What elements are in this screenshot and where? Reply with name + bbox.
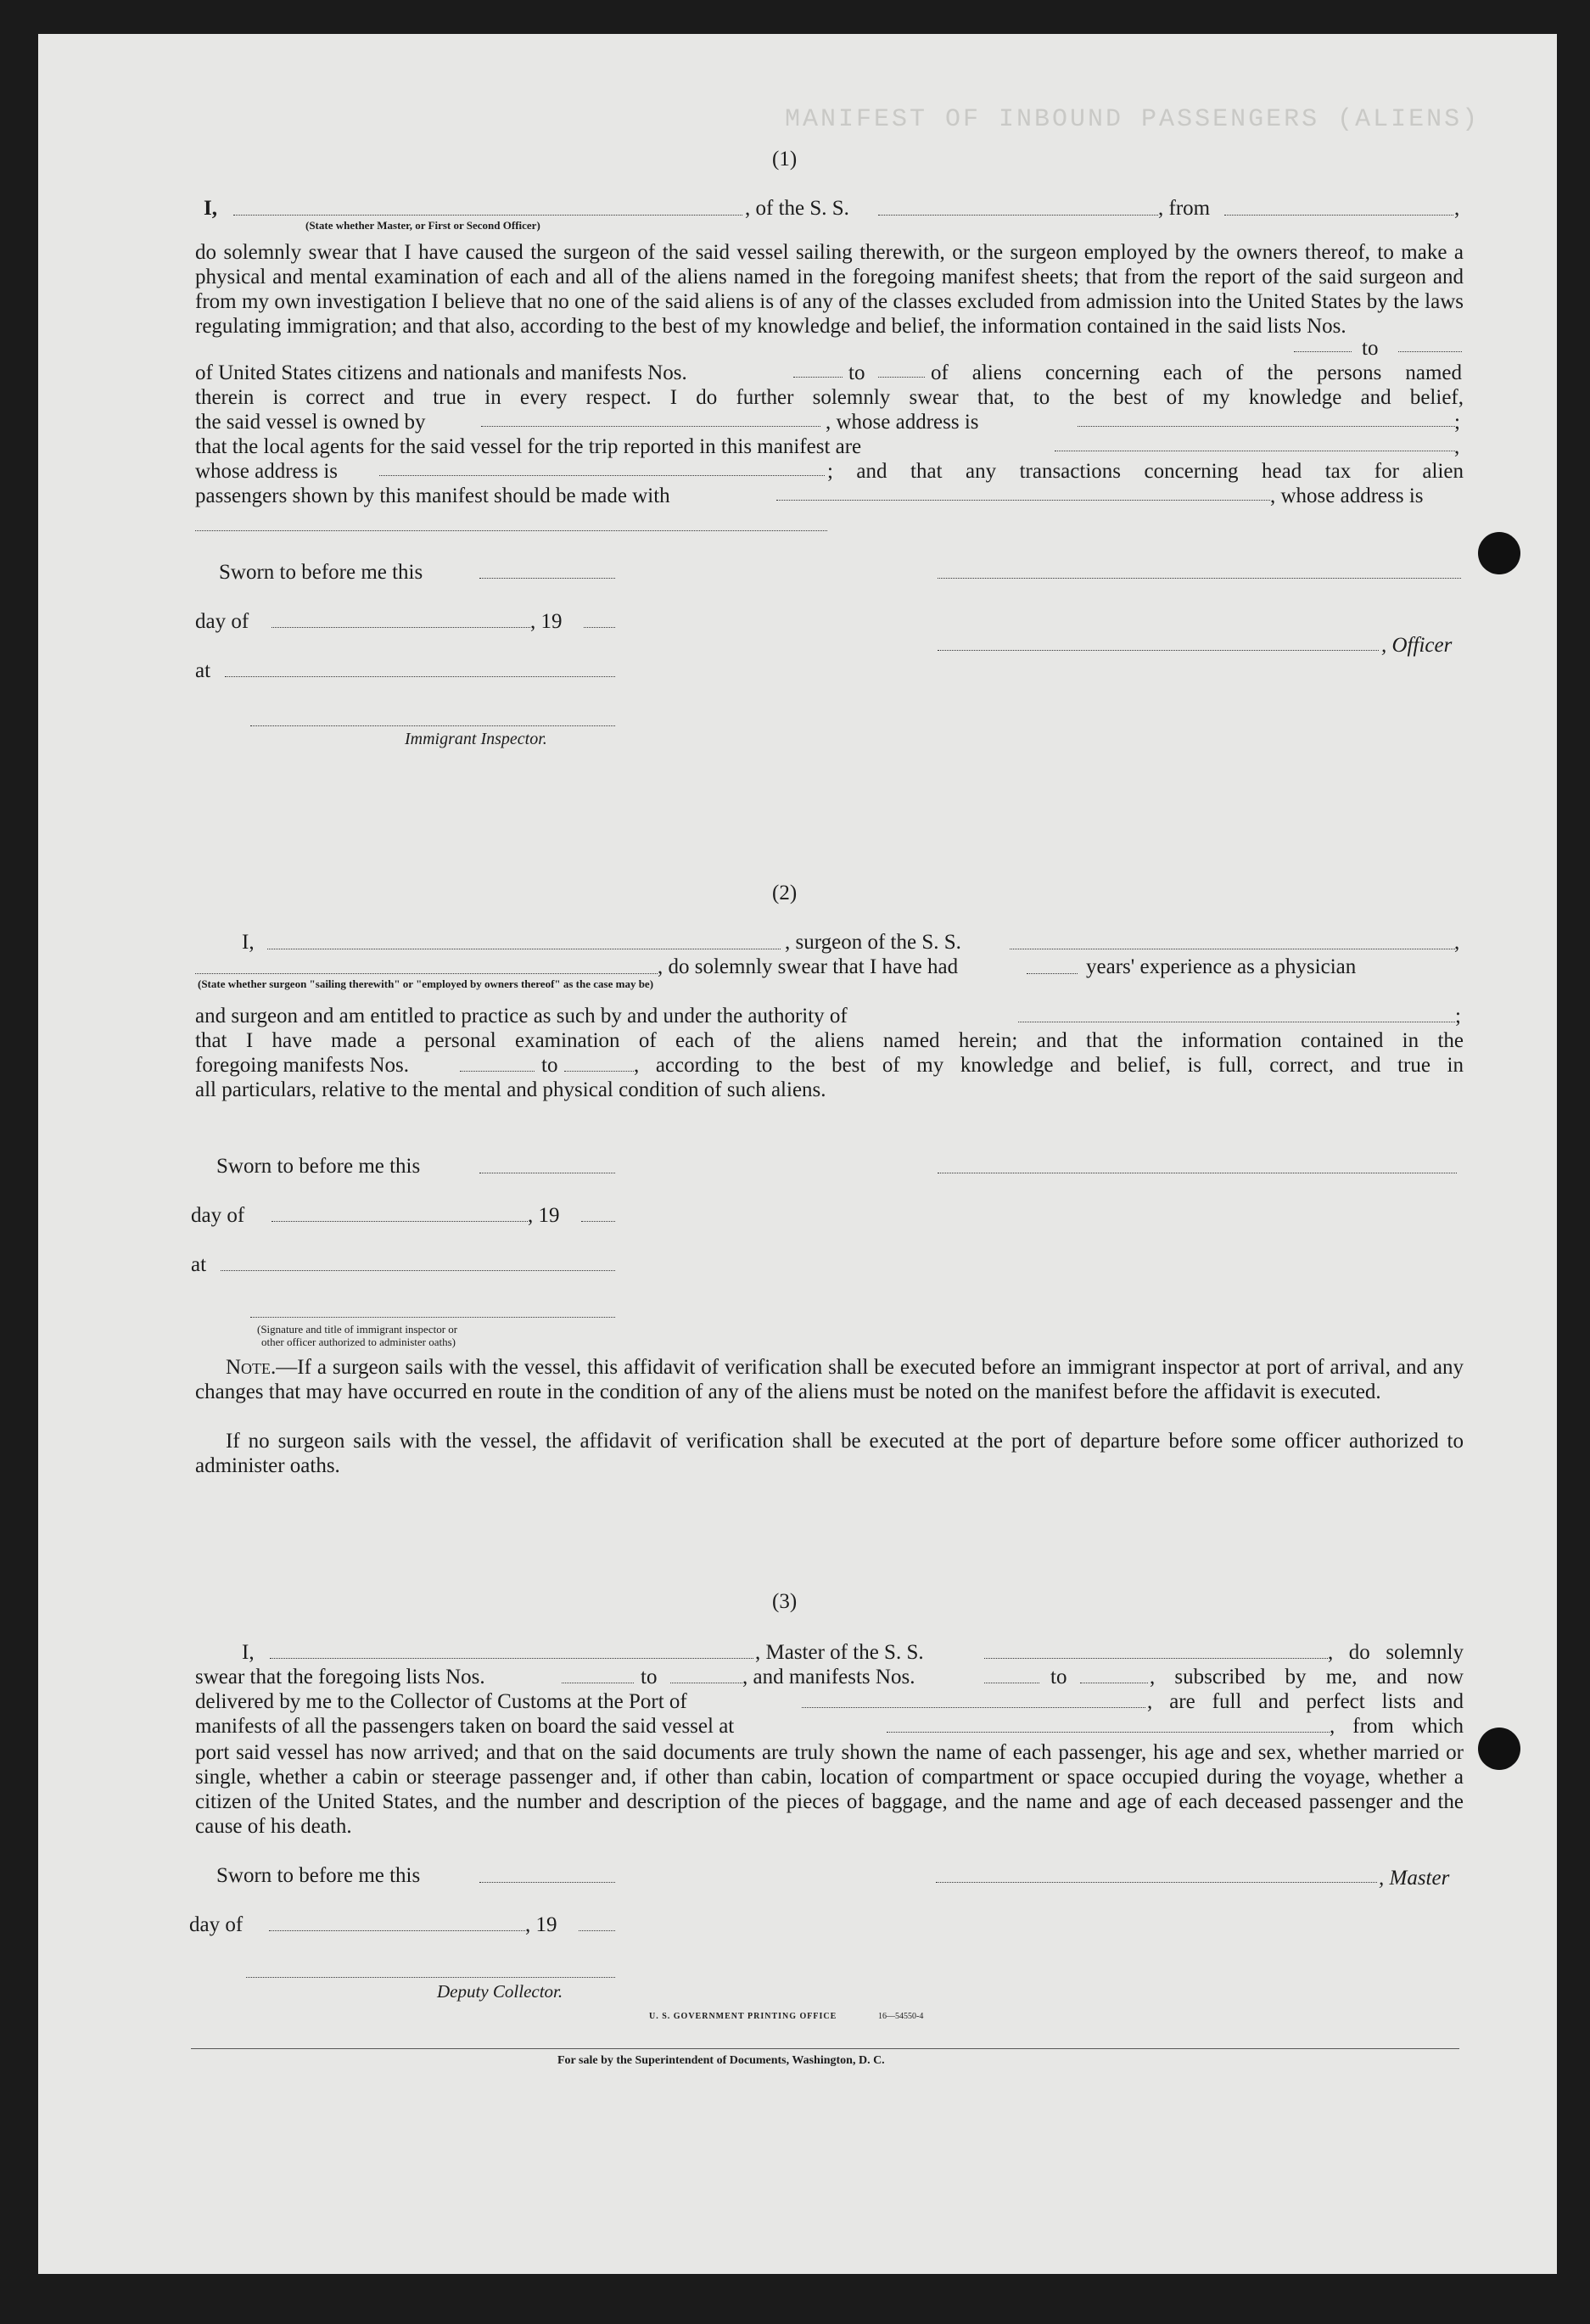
s1-officer-signature-line[interactable] (938, 578, 1461, 579)
s1-agents-address-blank[interactable] (379, 475, 825, 476)
s2-note-2: If no surgeon sails with the vessel, the affidavit of verification shall be executed at the port of departure before some officer authorized to administer oaths. (195, 1430, 1464, 1477)
s2-surgeon-of: , surgeon of the S. S. (785, 931, 961, 954)
s1-head-tax-party-blank[interactable] (776, 500, 1270, 501)
section1-heading: (1) (772, 148, 798, 171)
footer-for-sale: For sale by the Superintendent of Documents, Washington, D. C. (557, 2054, 885, 2067)
s2-sig-caption-1: (Signature and title of immigrant inspector or (257, 1323, 458, 1336)
s2-note-label: Note. (226, 1356, 277, 1379)
faint-bleedthrough-text: MANIFEST OF INBOUND PASSENGERS (ALIENS) (785, 105, 1481, 134)
s1-manifest-to-blank[interactable] (878, 377, 925, 378)
s1-to2: to (848, 361, 865, 384)
s3-embark-port-blank[interactable] (887, 1732, 1330, 1733)
section2-heading: (2) (772, 882, 798, 904)
s1-from-port-blank[interactable] (1224, 215, 1453, 216)
s2-authority-end: ; (1455, 1005, 1461, 1028)
s1-officer-hint: (State whether Master, or First or Second Officer) (305, 219, 540, 232)
s3-from-which: , from which (1330, 1715, 1464, 1738)
s3-manifests: , and manifests Nos. (742, 1666, 915, 1688)
s2-years-blank[interactable] (1027, 973, 1078, 974)
s2-line2-a: , do solemnly swear that I have had (658, 955, 959, 978)
s3-subscribed: , subscribed by me, and now (1150, 1666, 1464, 1688)
s1-officer-label: , Officer (1381, 634, 1453, 657)
s1-to1: to (1362, 337, 1379, 360)
s2-i: I, (242, 931, 255, 954)
s2-line2-b: years' experience as a physician (1086, 955, 1357, 978)
s2-foregoing-a: foregoing manifests Nos. (195, 1054, 410, 1077)
s3-full: , are full and perfect lists and (1147, 1690, 1464, 1713)
s2-month-blank[interactable] (272, 1221, 528, 1222)
s1-line1-end: , (1454, 197, 1460, 220)
form-page (38, 34, 1557, 2274)
punch-hole-top (1478, 532, 1520, 574)
s1-from: , from (1158, 197, 1211, 220)
s1-day-of: day of (195, 610, 249, 633)
s1-at: at (195, 659, 211, 682)
s1-head-tax: ; and that any transactions concerning head tax for alien (827, 460, 1464, 483)
s1-paragraph-a: do solemnly swear that I have caused the surgeon of the said vessel sailing therewith, or the surgeon employed by the owners thereof, to make a physical and mental examination of each and all of the aliens named in the foregoing manifest sheets; that from the report of the said surgeon and from my own investigation I believe that no one of the said aliens is of any of the classes excluded from admission into the United States by the laws regulating immigration; and that also, according to the best of my knowledge and belief, the information contained in the said lists Nos. (195, 241, 1464, 338)
s2-note-1 (195, 1355, 1464, 1404)
s2-sworn: Sworn to before me this (216, 1155, 421, 1178)
s1-agents-end: , (1454, 435, 1460, 458)
footer-printing-code: 16—54550-4 (878, 2012, 924, 2021)
s1-lists-from-blank[interactable] (1294, 351, 1352, 352)
s3-port-blank[interactable] (802, 1707, 1145, 1708)
s3-sworn-day-blank[interactable] (479, 1882, 615, 1883)
s1-owned-a: the said vessel is owned by (195, 411, 426, 434)
s1-owner-blank[interactable] (481, 426, 820, 427)
footer-printing-office: U. S. GOVERNMENT PRINTING OFFICE (649, 2012, 837, 2021)
s1-ship-name-blank[interactable] (878, 215, 1158, 216)
s3-year: , 19 (525, 1913, 557, 1936)
section3-heading: (3) (772, 1590, 798, 1613)
punch-hole-bottom (1478, 1728, 1520, 1770)
s2-manifest-from-blank[interactable] (460, 1071, 535, 1072)
s1-officer-name-blank[interactable] (233, 215, 742, 216)
s3-swear-a: swear that the foregoing lists Nos. (195, 1666, 485, 1688)
s3-manifests-all: manifests of all the passengers taken on board the said vessel at (195, 1715, 735, 1738)
s1-nationals-b: of aliens concerning each of the persons named (931, 361, 1462, 384)
s1-head-tax-address-blank[interactable] (195, 530, 827, 531)
s2-year-blank[interactable] (581, 1221, 615, 1222)
footer-rule (191, 2048, 1459, 2049)
s1-nationals-a: of United States citizens and nationals and manifests Nos. (195, 361, 687, 384)
s1-lists-to-blank[interactable] (1398, 351, 1462, 352)
s1-passengers: passengers shown by this manifest should be made with (195, 484, 670, 507)
s2-note-text: —If a surgeon sails with the vessel, this affidavit of verification shall be executed before an immigrant inspector at port of arrival, and any changes that may have occurred en route in the condition of any of the aliens must be noted on the manifest before the affidavit is executed. (195, 1356, 1464, 1403)
s1-i: I, (204, 197, 217, 220)
s1-agents: that the local agents for the said vessel for the trip reported in this manifest are (195, 435, 862, 458)
s2-at: at (191, 1253, 207, 1276)
s3-master-of: , Master of the S. S. (755, 1641, 924, 1664)
s3-sworn: Sworn to before me this (216, 1864, 421, 1887)
s1-officer-title-line[interactable] (938, 650, 1379, 651)
s2-paragraph-a: that I have made a personal examination of each of the aliens named herein; and that the information contained in the (195, 1029, 1464, 1052)
s3-to2: to (1050, 1666, 1067, 1688)
s3-deputy-signature-line[interactable] (246, 1977, 615, 1978)
s3-month-blank[interactable] (269, 1930, 525, 1931)
s3-i: I, (242, 1641, 255, 1664)
s1-sworn-day-blank[interactable] (479, 578, 615, 579)
s1-inspector-signature-line[interactable] (250, 725, 615, 726)
s2-year: , 19 (528, 1204, 560, 1227)
s1-passengers-end: , whose address is (1270, 484, 1424, 507)
s3-year-blank[interactable] (579, 1930, 615, 1931)
s2-manifest-to-blank[interactable] (564, 1071, 634, 1072)
s3-ship-name-blank[interactable] (984, 1658, 1328, 1659)
s1-inspector-label: Immigrant Inspector. (405, 730, 547, 748)
s3-to1: to (641, 1666, 658, 1688)
s1-month-blank[interactable] (272, 627, 530, 628)
s3-master-signature-line[interactable] (936, 1882, 1377, 1883)
s2-authority: and surgeon and am entitled to practice as such by and under the authority of (195, 1005, 848, 1028)
s2-foregoing-b: , according to the best of my knowledge and belief, is full, correct, and true in (634, 1054, 1464, 1077)
s2-day-of: day of (191, 1204, 245, 1227)
s1-at-place-blank[interactable] (225, 676, 615, 677)
s1-whose-address: whose address is (195, 460, 339, 483)
s2-line1-end: , (1454, 931, 1460, 954)
s2-surgeon-status-blank[interactable] (195, 973, 658, 974)
s1-year-blank[interactable] (584, 627, 615, 628)
s1-paragraph-b: therein is correct and true in every respect. I do further solemnly swear that, to the best of my knowledge and belief, (195, 386, 1464, 409)
s3-master-name-blank[interactable] (270, 1658, 753, 1659)
s3-paragraph: port said vessel has now arrived; and that on the said documents are truly shown the name of each passenger, his age and sex, whether married or single, whether a cabin or steerage passenger and, if other than cabin, location of compartment or space occupied during the voyage, whether a citizen of the United States, and the number and description of the pieces of baggage, and the name and age of each deceased passenger and the cause of his death. (195, 1741, 1464, 1838)
s3-deputy-label: Deputy Collector. (437, 1981, 563, 2002)
s2-surgeon-hint: (State whether surgeon "sailing therewith" or "employed by owners thereof" as the case may be) (198, 977, 654, 990)
s2-foregoing-to: to (541, 1054, 558, 1077)
s3-day-of: day of (189, 1913, 244, 1936)
s1-manifest-from-blank[interactable] (793, 377, 843, 378)
s1-of-ss: , of the S. S. (745, 197, 849, 220)
s2-sig-caption-2: other officer authorized to administer oaths) (261, 1336, 456, 1348)
s1-sworn: Sworn to before me this (219, 561, 423, 584)
s1-owner-address-blank[interactable] (1078, 426, 1455, 427)
s2-official-signature-line[interactable] (250, 1317, 615, 1318)
s2-paragraph-b: all particulars, relative to the mental and physical condition of such aliens. (195, 1078, 826, 1101)
s1-owned-b: , whose address is (826, 411, 979, 434)
s1-year: , 19 (530, 610, 563, 633)
s2-at-place-blank[interactable] (221, 1270, 615, 1271)
s3-delivered: delivered by me to the Collector of Customs at the Port of (195, 1690, 687, 1713)
s3-solemnly: , do solemnly (1328, 1641, 1464, 1664)
s3-master-label: , Master (1379, 1867, 1450, 1890)
s1-owned-end: ; (1454, 411, 1460, 434)
